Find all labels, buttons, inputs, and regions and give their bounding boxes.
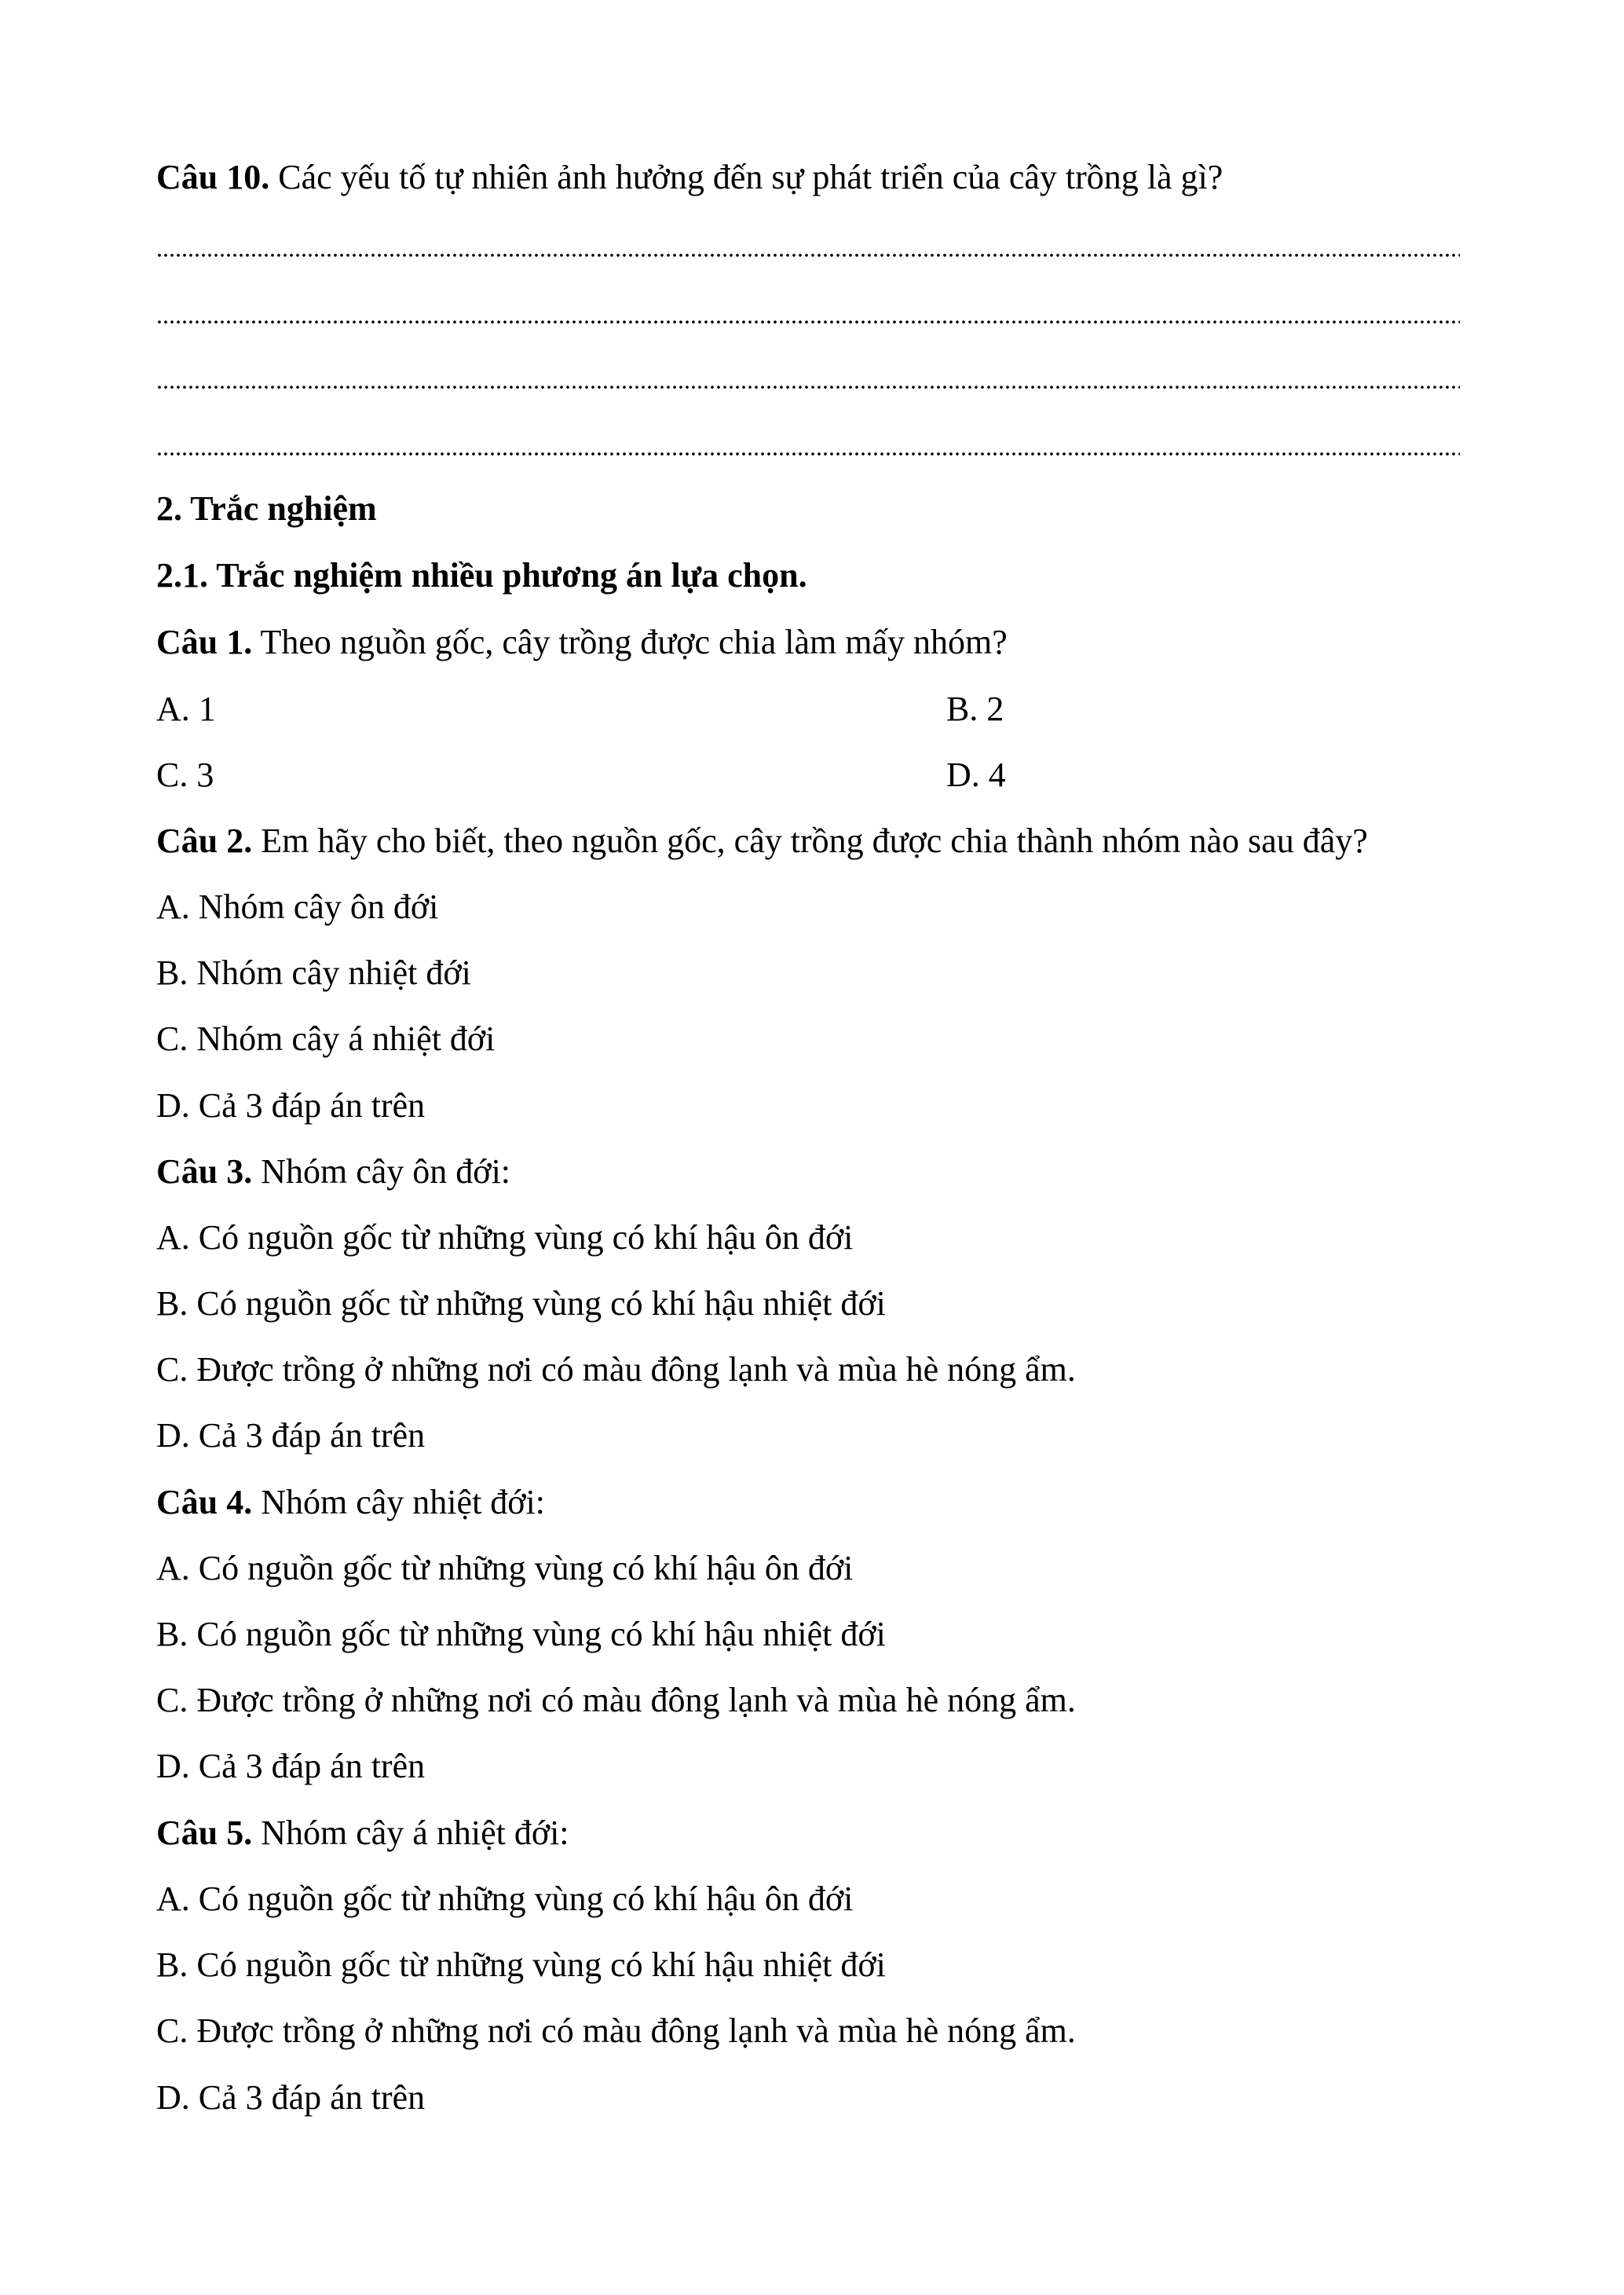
question-label: Câu 10. [156,158,270,196]
question-label: Câu 2. [156,822,253,860]
option-c: C. Được trồng ở những nơi có màu đông lạnh và mùa hè nóng ẩm. [156,1681,1076,1719]
question-label: Câu 5. [156,1814,253,1852]
question-label: Câu 1. [156,623,253,661]
option-d: D. Cả 3 đáp án trên [156,2078,426,2117]
answer-line-2 [156,320,1460,324]
option-d: D. 4 [946,756,1006,794]
question-text: Nhóm cây nhiệt đới: [252,1483,546,1521]
question-text: Em hãy cho biết, theo nguồn gốc, cây trồng được chia thành nhóm nào sau đây? [252,822,1368,860]
option-b: B. Có nguồn gốc từ những vùng có khí hậu nhiệt đới [156,1615,886,1653]
option-c: C. Được trồng ở những nơi có màu đông lạnh và mùa hè nóng ẩm. [156,1350,1076,1389]
option-a: A. Có nguồn gốc từ những vùng có khí hậu ôn đới [156,1218,854,1257]
answer-line-3 [156,385,1460,390]
question-4 [156,1481,545,1525]
question-text: Nhóm cây ôn đới: [252,1152,511,1191]
option-a: A. Nhóm cây ôn đới [156,888,439,926]
question-text: Các yếu tố tự nhiên ảnh hưởng đến sự phát triển của cây trồng là gì? [269,158,1223,196]
option-b: B. 2 [946,690,1004,728]
option-b: B. Có nguồn gốc từ những vùng có khí hậu nhiệt đới [156,1284,886,1323]
question-5 [156,1811,569,1855]
option-c: C. Được trồng ở những nơi có màu đông lạnh và mùa hè nóng ẩm. [156,2011,1076,2050]
option-a: A. 1 [156,690,216,728]
option-a: A. Có nguồn gốc từ những vùng có khí hậu ôn đới [156,1880,854,1918]
option-b: B. Có nguồn gốc từ những vùng có khí hậu nhiệt đới [156,1945,886,1984]
option-a: A. Có nguồn gốc từ những vùng có khí hậu ôn đới [156,1549,854,1587]
option-d: D. Cả 3 đáp án trên [156,1416,426,1455]
option-d: D. Cả 3 đáp án trên [156,1747,426,1785]
section-title: 2. Trắc nghiệm [156,489,377,528]
option-c: C. Nhóm cây á nhiệt đới [156,1019,496,1058]
question-2 [156,819,1368,863]
section-subtitle: 2.1. Trắc nghiệm nhiều phương án lựa chọn. [156,556,807,595]
question-text: Theo nguồn gốc, cây trồng được chia làm mấy nhóm? [252,623,1008,661]
question-1 [156,620,1008,664]
question-text: Nhóm cây á nhiệt đới: [252,1814,569,1852]
question-3 [156,1150,510,1194]
question-label: Câu 3. [156,1152,253,1191]
option-b: B. Nhóm cây nhiệt đới [156,954,471,992]
option-c: C. 3 [156,756,214,794]
answer-line-4 [156,452,1460,456]
question-10 [156,156,1223,199]
question-label: Câu 4. [156,1483,253,1521]
option-d: D. Cả 3 đáp án trên [156,1086,426,1125]
answer-line-1 [156,253,1460,258]
